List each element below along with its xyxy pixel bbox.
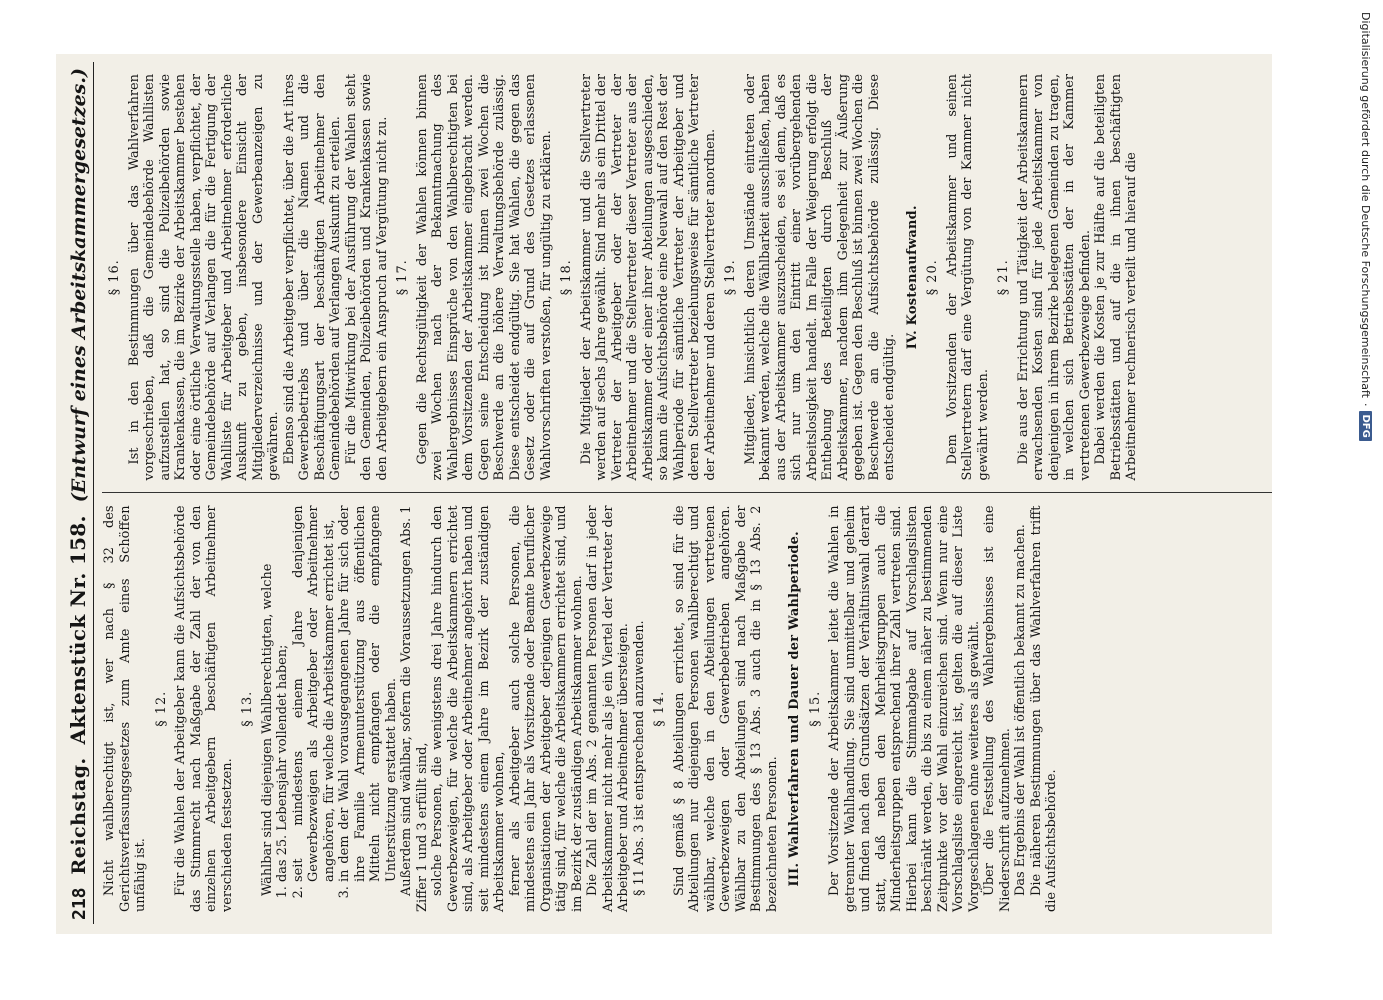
digitization-credit: Digitalisierung gefördert durch die Deutsche Forschungsgemeinschaft · DFG — [1359, 12, 1372, 441]
paragraph-16-text: Ist in den Bestimmungen über das Wahlverfahren vorgeschrieben, daß die Gemeindebehörde Wahllisten aufzustellen hat, so sind die Polizeibehörden sowie Krankenkassen, die im Bezirke der Arbeitskammer bestehen oder eine örtliche Verwaltungsstelle haben, verpflichtet, der Gemeindebehörde auf Verlangen die für die Fertigung der Wahlliste für Arbeitgeber und Arbeitnehmer erforderliche Auskunft zu geben, insbesondere Einsicht der Mitgliederverzeichnisse und der Gewerbeanzeigen zu gewähren. — [126, 74, 281, 481]
paragraph-15-text: Über die Feststellung des Wahlergebnisses ist eine Niederschrift aufzunehmen. — [982, 505, 1013, 912]
list-item: 1. das 25. Lebensjahr vollendet haben; — [275, 506, 291, 883]
paragraph-title-16: § 16. — [107, 259, 122, 296]
intro-paragraph: Nicht wahlberechtigt ist, wer nach § 32 des Gerichtsverfassungsgesetzes zum Amte eines Schöffen unfähig ist. — [102, 505, 148, 912]
paragraph-16-text: Für die Mitwirkung bei der Ausführung der Wahlen steht den Gemeinden, Polizeibehörden und Krankenkassen sowie den Arbeitgebern ein Anspruch auf Vergütung nicht zu. — [343, 74, 390, 481]
paragraph-15-text: Das Ergebnis der Wahl ist öffentlich bekannt zu machen. — [1013, 524, 1028, 896]
eligibility-list — [275, 506, 399, 913]
paragraph-13-text: Die Zahl der im Abs. 2 genannten Personen darf in jeder Arbeitskammer nicht mehr als je ein Viertel der Vertreter der Arbeitgeber und Arbeitnehmer übersteigen. — [585, 505, 631, 912]
paragraph-13-text: Außerdem sind wählbar, sofern die Voraussetzungen Abs. 1 Ziffer 1 und 3 erfüllt sind, — [399, 505, 430, 912]
paragraph-title-12: § 12. — [153, 690, 169, 727]
paragraph-title-18: § 18. — [559, 259, 574, 296]
paragraph-19-text: Mitglieder, hinsichtlich deren Umstände eintreten oder bekannt werden, welche die Wählbarkeit ausschließen, haben aus der Arbeitskammer auszuscheiden, es sei denn, daß es sich nur um den Eintritt einer vorübergehenden Arbeitslosigkeit handelt. Im Falle der Weigerung erfolgt die Enthebung des Beteiligten durch Beschluß der Arbeitskammer, nachdem ihm Gelegenheit zur Äußerung gegeben ist. Gegen den Beschluß ist binnen zwei Wochen die Beschwerde an die Aufsichtsbehörde zulässig. Diese entscheidet endgültig. — [742, 74, 897, 481]
paragraph-15-text: Die näheren Bestimmungen über das Wahlverfahren trifft die Aufsichtsbehörde. — [1028, 505, 1059, 912]
aktenstueck-label: Aktenstück Nr. 158. — [66, 515, 90, 745]
paragraph-21-text: Die aus der Errichtung und Tätigkeit der Arbeitskammern erwachsenden Kosten sind für jede Arbeitskammer von denjenigen in ihrem Bezirke belegenen Gemeinden zu tragen, in welchen sich Betriebsstätten der in der Kammer vertretenen Gewerbezweige befinden. — [1015, 74, 1093, 481]
paragraph-title-13: § 13. — [240, 690, 255, 727]
credit-text: Digitalisierung gefördert durch die Deutsche Forschungsgemeinschaft — [1359, 12, 1372, 398]
paragraph-title-14: § 14. — [652, 690, 667, 727]
list-item: 3. in dem der Wahl vorausgegangenen Jahre für sich oder ihre Familie Armenunterstützung aus öffentlichen Mitteln nicht empfangen oder die empfangene Unterstützung erstattet haben. — [337, 506, 399, 883]
running-heading: (Entwurf eines Arbeitskammergesetzes.) — [68, 68, 90, 503]
paragraph-21-text: Dabei werden die Kosten je zur Hälfte auf die beteiligten Betriebsstätten und auf die in ihnen beschäftigten Arbeitnehmer rechnerisch verteilt und hierauf die — [1093, 74, 1139, 481]
left-column — [102, 494, 1272, 925]
document-page — [56, 54, 1272, 934]
section-heading-iii: III. Wahlverfahren und Dauer der Wahlperiode. — [787, 531, 802, 887]
paragraph-title-17: § 17. — [395, 259, 410, 296]
paragraph-title-20: § 20. — [925, 259, 940, 296]
dfg-logo: DFG — [1359, 411, 1372, 440]
paragraph-15-text: Der Vorsitzende der Arbeitskammer leitet die Wahlen in getrennter Wahlhandlung. Sie sind unmittelbar und geheim und finden nach den Grundsätzen der Verhältniswahl derart statt, daß neben den Mehrheitsgruppen auch die Minderheitsgruppen entsprechend ihrer Zahl vertreten sind. Hierbei kann die Stimmabgabe auf Vorschlagslisten beschränkt werden, die bis zu einem näher zu bestimmenden Zeitpunkte vor der Wahl einzureichen sind. Wenn nur eine Vorschlagsliste eingereicht ist, gelten die auf dieser Liste Vorgeschlagenen ohne weiteres als gewählt. — [827, 505, 982, 912]
paragraph-12-text: Für die Wahlen der Arbeitgeber kann die Aufsichtsbehörde das Stimmrecht nach Maßgabe der Zahl der von den einzelnen Arbeitgebern beschäftigten Arbeitnehmer verschieden festsetzen. — [173, 505, 235, 912]
paragraph-20-text: Dem Vorsitzenden der Arbeitskammer und seinen Stellvertretern darf eine Vergütung von der Kammer nicht gewährt werden. — [944, 74, 991, 481]
section-label: Reichstag. — [68, 757, 90, 875]
paragraph-13-text: § 11 Abs. 3 ist entsprechend anzuwenden. — [631, 620, 647, 896]
paragraph-13-text: solche Personen, die wenigstens drei Jahre hindurch den Gewerbezweigen, für welche die Arbeitskammern errichtet sind, als Arbeitgeber oder Arbeitnehmer angehört haben und seit mindestens einem Jahre im Bezirk der zuständigen Arbeitskammer wohnen, — [430, 505, 507, 912]
list-item: 2. seit mindestens einem Jahre denjenigen Gewerbezweigen als Arbeitgeber oder Arbeitnehmer angehören, für welche die Arbeitskammer errichtet ist, — [291, 506, 338, 883]
paragraph-16-text: Ebenso sind die Arbeitgeber verpflichtet, über die Art ihres Gewerbebetriebs und über die Namen und die Beschäftigungsart der beschäftigten Arbeitnehmer den Gemeindebehörden auf Verlangen Auskunft zu erteilen. — [281, 74, 343, 481]
page-header — [56, 62, 94, 924]
paragraph-title-15: § 15. — [807, 690, 823, 727]
page-number: 218 — [69, 887, 90, 920]
paragraph-17-text: Gegen die Rechtsgültigkeit der Wahlen können binnen zwei Wochen nach der Bekanntmachung des Wahlergebnisses Einsprüche von den Wahlberechtigten bei dem Vorsitzenden der Arbeitskammer eingebracht werden. Gegen seine Entscheidung ist binnen zwei Wochen die Beschwerde an die höhere Verwaltungsbehörde zulässig. Diese entscheidet endgültig. Sie hat Wahlen, die gegen das Gesetz oder die auf Grund des Gesetzes erlassenen Wahlvorschriften verstoßen, für ungültig zu erklären. — [414, 74, 554, 481]
paragraph-title-19: § 19. — [723, 259, 738, 296]
section-heading-iv: IV. Kostenaufwand. — [904, 205, 920, 350]
paragraph-title-21: § 21. — [996, 259, 1011, 296]
paragraph-13-intro: Wählbar sind diejenigen Wahlberechtigten, welche — [259, 563, 275, 896]
paragraph-18-text: Die Mitglieder der Arbeitskammer und die Stellvertreter werden auf sechs Jahre gewählt. Sind mehr als ein Drittel der Vertreter der Arbeitgeber oder der Vertreter der Arbeitnehmer und die Stellvertreter dieser Vertreter aus der Arbeitskammer oder einer ihrer Abteilungen ausgeschieden, so kann die Aufsichtsbehörde eine Neuwahl auf den Rest der Wahlperiode für sämtliche Vertreter der Arbeitgeber und deren Stellvertreter beziehungsweise für sämtliche Vertreter der Arbeitnehmer und deren Stellvertreter anordnen. — [578, 74, 718, 481]
paragraph-13-text: ferner als Arbeitgeber auch solche Personen, die mindestens ein Jahr als Vorsitzende oder Beamte beruflicher Organisationen der Arbeitgeber derjenigen Gewerbezweige tätig sind, für welche die Arbeitskammern errichtet sind, und im Bezirk der zuständigen Arbeitskammer wohnen. — [507, 505, 585, 912]
right-column — [102, 62, 1272, 494]
paragraph-14-text: Sind gemäß § 8 Abteilungen errichtet, so sind für die Abteilungen nur diejenigen Personen wahlberechtigt und wählbar, welche den in den Abteilungen vertretenen Gewerbezweigen oder Gewerbebetrieben angehören. Wählbar zu den Abteilungen sind nach Maßgabe der Bestimmungen des § 13 Abs. 3 auch die in § 13 Abs. 2 bezeichneten Personen. — [671, 505, 780, 912]
